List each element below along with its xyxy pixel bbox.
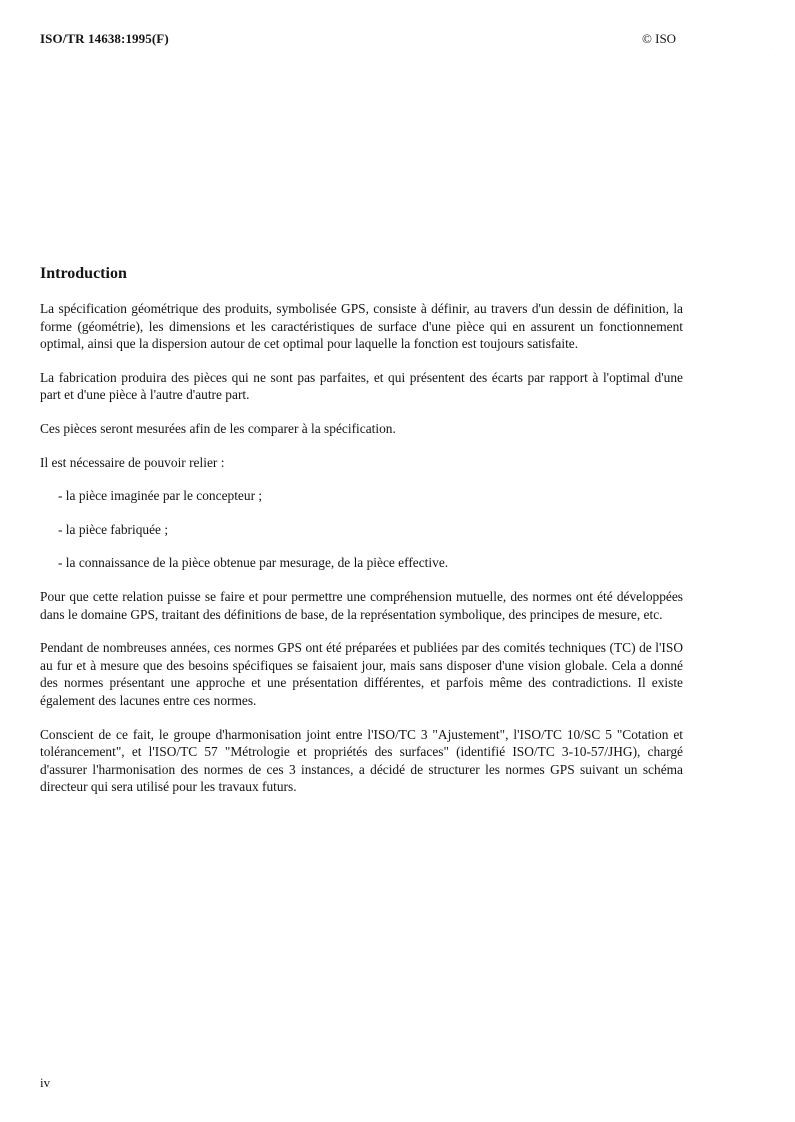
- page-number: iv: [40, 1075, 51, 1090]
- paragraph: Pendant de nombreuses années, ces normes GPS ont été préparées et publiées par des comités techniques (TC) de l'ISO au fur et à mesure que des besoins spécifiques se faisaient jour, mais sans disposer d'une vision globale. Cela a donné des normes présentant une approche et une présentation différentes, et parfois même des contradictions. Il existe également des lacunes entre ces normes.: [40, 640, 683, 708]
- paragraph: La fabrication produira des pièces qui ne sont pas parfaites, et qui présentent des écarts par rapport à l'optimal d'une part et d'une pièce à l'autre d'autre part.: [40, 369, 683, 403]
- document-identifier: ISO/TR 14638:1995(F): [40, 31, 169, 46]
- paragraph: Ces pièces seront mesurées afin de les comparer à la spécification.: [40, 420, 396, 436]
- list-item: - la pièce fabriquée ;: [58, 521, 169, 537]
- list-item: - la pièce imaginée par le concepteur ;: [58, 488, 263, 504]
- paragraph: La spécification géométrique des produits, symbolisée GPS, consiste à définir, au travers d'un dessin de définition, la forme (géométrie), les dimensions et les caractéristiques de surface d'une pièce qui en assurent un fonctionnement optimal, ainsi que la dispersion autour de cet optimal pour laquelle la fonction est toujours satisfaite.: [40, 301, 683, 352]
- margin-mark: ·: [771, 46, 773, 52]
- list-item: - la connaissance de la pièce obtenue par mesurage, de la pièce effective.: [58, 555, 449, 571]
- section-title: Introduction: [40, 265, 127, 282]
- paragraph: Conscient de ce fait, le groupe d'harmonisation joint entre l'ISO/TC 3 "Ajustement", l'ISO/TC 10/SC 5 "Cotation et tolérancement", et l'ISO/TC 57 "Métrologie et propriétés des surfaces" (identifié ISO/TC 3-10-57/JHG), chargé d'assurer l'harmonisation des normes de ces 3 instances, a décidé de structurer les normes GPS suivant un schéma directeur qui sera utilisé pour les travaux futurs.: [40, 726, 683, 795]
- paragraph: Pour que cette relation puisse se faire et pour permettre une compréhension mutuelle, des normes ont été développées dans le domaine GPS, traitant des définitions de base, de la représentation symbolique, des principes de mesure, etc.: [40, 588, 683, 622]
- paragraph: Il est nécessaire de pouvoir relier :: [40, 454, 225, 470]
- copyright-notice: © ISO: [642, 31, 677, 46]
- body-text: [40, 300, 683, 812]
